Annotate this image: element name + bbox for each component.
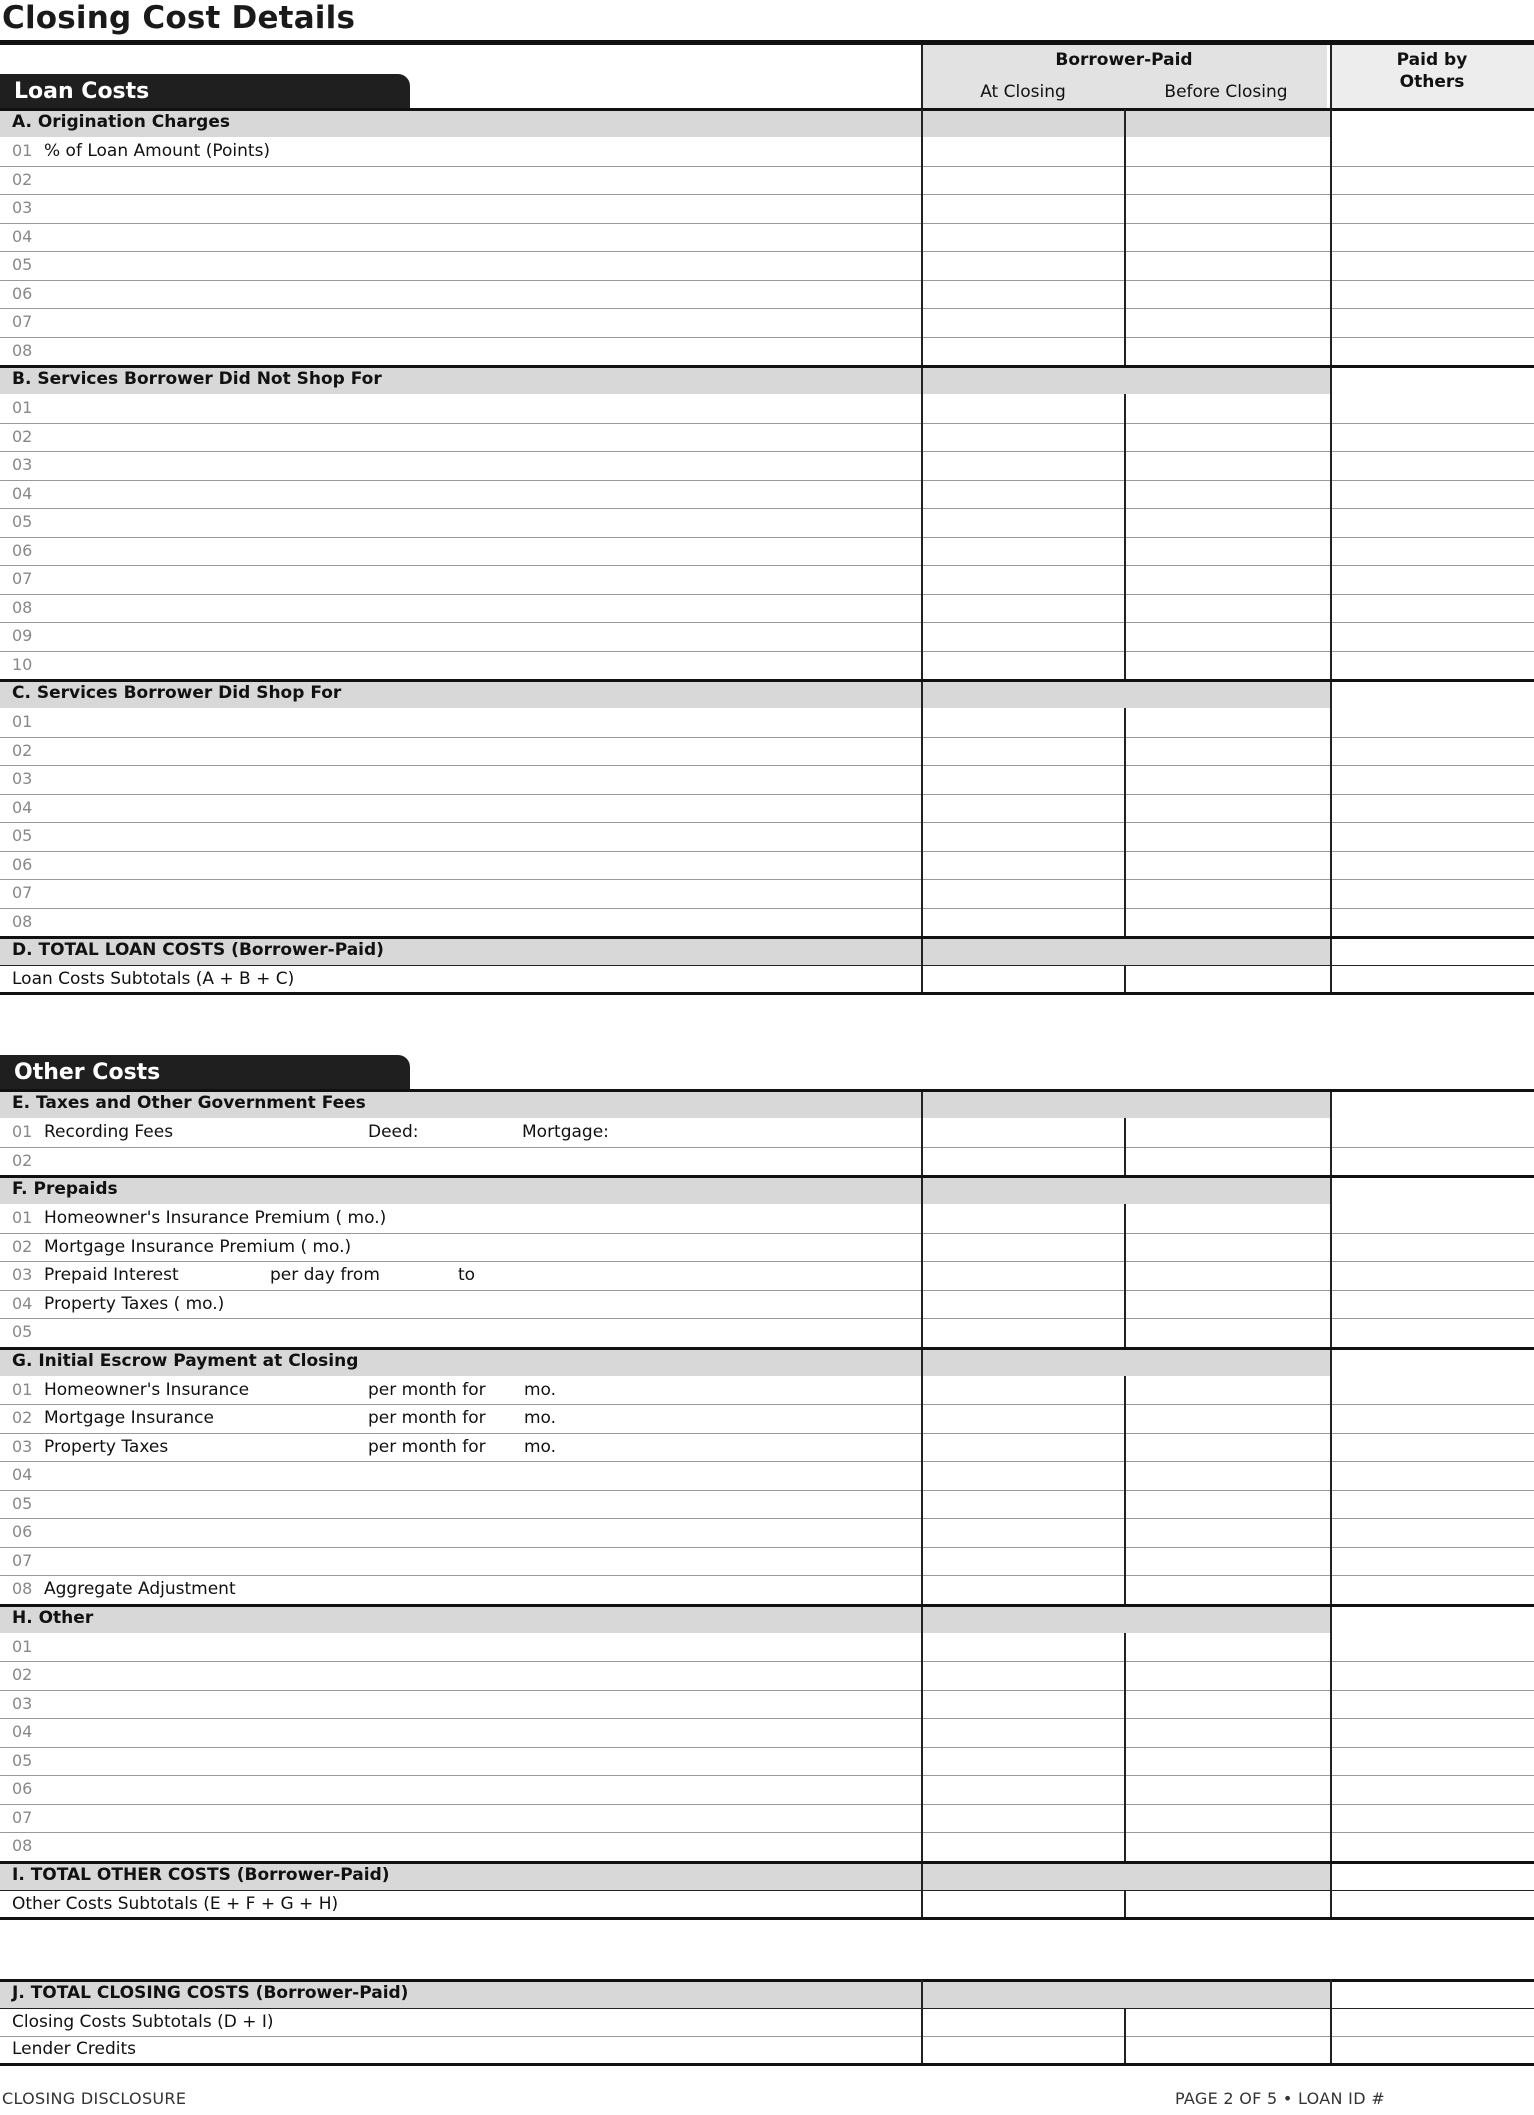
section-rule [0, 1917, 1534, 1920]
row-separator [0, 280, 1534, 281]
column-divider [1124, 2009, 1126, 2063]
column-divider [1124, 966, 1126, 992]
row-separator [0, 737, 1534, 738]
row-mid-text: per month for [368, 1436, 486, 1457]
column-divider [1330, 109, 1332, 365]
section-b-row [0, 654, 1534, 683]
before-closing-header: Before Closing [1164, 82, 1288, 102]
row-number: 05 [12, 255, 33, 274]
section-h-row [0, 1664, 1534, 1693]
column-divider [1330, 939, 1332, 992]
column-divider [921, 682, 923, 936]
section-b-row [0, 625, 1534, 654]
row-separator [0, 2036, 1534, 2037]
row-separator [0, 565, 1534, 566]
section-a-row [0, 169, 1534, 198]
section-c-row [0, 711, 1534, 740]
section-b-row [0, 454, 1534, 483]
section-b-header [0, 368, 1330, 394]
row-mid-text: Deed: [368, 1122, 419, 1142]
row-number: 01 [12, 712, 33, 731]
row-separator [0, 508, 1534, 509]
loan-costs-tab-label: Loan Costs [14, 79, 150, 104]
section-rule [0, 2063, 1534, 2066]
row-separator [0, 337, 1534, 338]
loan-costs-subtotal-row [0, 968, 1534, 992]
section-h-row [0, 1721, 1534, 1750]
section-a-row [0, 197, 1534, 226]
row-number: 08 [12, 597, 33, 617]
row-separator [0, 879, 1534, 880]
row-number: 05 [12, 1750, 33, 1770]
row-number: 07 [12, 883, 33, 902]
row-description: % of Loan Amount (Points) [44, 141, 271, 161]
row-separator [0, 480, 1534, 481]
section-a-header-label: A. Origination Charges [12, 112, 230, 132]
row-separator [0, 822, 1534, 823]
section-f-header [0, 1178, 1330, 1204]
section-b-row [0, 397, 1534, 426]
row-number: 03 [12, 769, 33, 788]
section-g-row [0, 1550, 1534, 1579]
row-mid-text: per month for [368, 1379, 486, 1400]
column-divider [1330, 1979, 1332, 2063]
row-number: 02 [12, 1150, 33, 1170]
row-number: 03 [12, 1265, 33, 1284]
row-number: 01 [12, 398, 33, 417]
footer-left: CLOSING DISCLOSURE [2, 2089, 187, 2108]
row-number: 08 [12, 1836, 33, 1855]
row-number: 07 [12, 569, 33, 588]
column-divider [1124, 1891, 1126, 1917]
section-a-row [0, 140, 1534, 169]
section-g-row [0, 1578, 1534, 1607]
section-a-row [0, 340, 1534, 369]
section-c-row [0, 854, 1534, 883]
section-e-header-label: E. Taxes and Other Government Fees [12, 1093, 366, 1113]
column-divider [1330, 1864, 1332, 1917]
row-separator [0, 1490, 1534, 1491]
row-number: 03 [12, 455, 33, 474]
row-number: 02 [12, 169, 33, 189]
column-divider [921, 1350, 923, 1604]
section-rule [0, 992, 1534, 995]
column-divider [1124, 1118, 1126, 1175]
row-number: 06 [12, 283, 33, 303]
row-number: 05 [12, 826, 33, 845]
other-costs-tab [0, 1055, 410, 1089]
row-description: Property Taxes ( mo.) [44, 1293, 225, 1314]
row-separator [0, 765, 1534, 766]
section-b-header-label: B. Services Borrower Did Not Shop For [12, 369, 382, 389]
section-b-row [0, 568, 1534, 597]
footer-right: PAGE 2 OF 5 • LOAN ID # [1175, 2089, 1385, 2108]
paid-by-others-header-1: Paid by [1396, 50, 1468, 70]
row-separator [0, 908, 1534, 909]
loan-costs-tab [0, 74, 410, 108]
row-description: Mortgage Insurance [44, 1408, 214, 1428]
section-g-row [0, 1521, 1534, 1550]
row-number: 01 [12, 1122, 33, 1141]
section-f-row [0, 1264, 1534, 1293]
column-divider [921, 368, 923, 679]
row-right-text: to [458, 1265, 476, 1285]
row-description: Recording Fees [44, 1122, 174, 1142]
total-loan-costs-header [0, 939, 1330, 965]
total-other-costs-header-label: I. TOTAL OTHER COSTS (Borrower-Paid) [12, 1864, 390, 1885]
section-c-row [0, 911, 1534, 940]
section-a-row [0, 226, 1534, 255]
total-closing-costs-header-label: J. TOTAL CLOSING COSTS (Borrower-Paid) [12, 1983, 409, 2003]
row-separator [0, 1518, 1534, 1519]
page-title: Closing Cost Details [2, 0, 356, 36]
section-h-row [0, 1807, 1534, 1836]
row-right-text: mo. [524, 1436, 557, 1457]
column-divider [1124, 1376, 1126, 1604]
section-a-row [0, 283, 1534, 312]
row-number: 02 [12, 1236, 33, 1256]
section-h-row [0, 1750, 1534, 1779]
row-separator [0, 1832, 1534, 1833]
section-b-row [0, 597, 1534, 626]
other-costs-tab-label: Other Costs [14, 1060, 161, 1085]
total-other-costs-header [0, 1864, 1330, 1890]
section-h-row [0, 1835, 1534, 1864]
column-divider [1330, 45, 1332, 109]
row-separator [0, 1747, 1534, 1748]
column-divider [921, 1178, 923, 1347]
row-description: Prepaid Interest [44, 1265, 179, 1285]
section-h-header-label: H. Other [12, 1607, 94, 1628]
section-h-row [0, 1693, 1534, 1722]
row-number: 01 [12, 141, 33, 160]
row-number: 05 [12, 512, 33, 531]
row-right-text: Mortgage: [522, 1122, 609, 1142]
row-mid-text: per day from [270, 1265, 380, 1285]
row-separator [0, 223, 1534, 224]
row-separator [0, 851, 1534, 852]
column-divider [1330, 682, 1332, 936]
row-number: 06 [12, 1522, 33, 1541]
row-number: 06 [12, 540, 33, 560]
row-separator [0, 1547, 1534, 1548]
row-number: 04 [12, 1465, 33, 1484]
row-description: Homeowner's Insurance [44, 1379, 250, 1400]
row-separator [0, 2008, 1534, 2009]
row-description: Property Taxes [44, 1436, 169, 1457]
row-number: 02 [12, 1665, 33, 1684]
row-separator [0, 622, 1534, 623]
row-separator [0, 1775, 1534, 1776]
section-g-header-label: G. Initial Escrow Payment at Closing [12, 1350, 359, 1371]
row-separator [0, 1461, 1534, 1462]
column-divider [921, 1092, 923, 1175]
total-closing-costs-header [0, 1982, 1330, 2008]
row-number: 03 [12, 1693, 33, 1713]
row-separator [0, 1233, 1534, 1234]
section-c-row [0, 825, 1534, 854]
row-separator [0, 1290, 1534, 1291]
section-g-row [0, 1379, 1534, 1408]
column-divider [1330, 1178, 1332, 1347]
column-divider [921, 45, 923, 109]
row-mid-text: per month for [368, 1408, 486, 1428]
lender-credits-label: Lender Credits [12, 2039, 137, 2059]
row-separator [0, 1575, 1534, 1576]
row-separator [0, 651, 1534, 652]
section-b-row [0, 511, 1534, 540]
column-divider [921, 939, 923, 992]
section-g-row [0, 1493, 1534, 1522]
row-separator [0, 1718, 1534, 1719]
section-f-row [0, 1321, 1534, 1350]
row-separator [0, 308, 1534, 309]
row-number: 03 [12, 1436, 33, 1456]
row-separator [0, 1404, 1534, 1405]
row-separator [0, 423, 1534, 424]
row-separator [0, 194, 1534, 195]
other-costs-subtotal-label: Other Costs Subtotals (E + F + G + H) [12, 1893, 339, 1914]
row-number: 06 [12, 854, 33, 874]
row-number: 08 [12, 1579, 33, 1598]
column-divider [1330, 1350, 1332, 1604]
row-number: 07 [12, 1550, 33, 1570]
row-separator [0, 1147, 1534, 1148]
section-e-row [0, 1150, 1534, 1179]
row-number: 08 [12, 340, 33, 360]
section-g-row [0, 1407, 1534, 1436]
other-costs-subtotal-row [0, 1893, 1534, 1917]
row-right-text: mo. [524, 1379, 557, 1400]
total-loan-costs-header-label: D. TOTAL LOAN COSTS (Borrower-Paid) [12, 940, 384, 960]
at-closing-header: At Closing [980, 82, 1066, 102]
row-number: 04 [12, 483, 33, 503]
row-number: 01 [12, 1379, 33, 1399]
row-number: 04 [12, 797, 33, 817]
section-f-row [0, 1207, 1534, 1236]
column-divider [1330, 1092, 1332, 1175]
row-separator [0, 1661, 1534, 1662]
row-number: 06 [12, 1779, 33, 1798]
row-description: Homeowner's Insurance Premium ( mo.) [44, 1208, 387, 1228]
row-number: 05 [12, 1322, 33, 1341]
row-separator [0, 166, 1534, 167]
column-divider [1330, 368, 1332, 679]
section-h-row [0, 1778, 1534, 1807]
section-f-row [0, 1236, 1534, 1265]
section-c-row [0, 882, 1534, 911]
row-number: 01 [12, 1208, 33, 1227]
section-b-row [0, 483, 1534, 512]
row-number: 08 [12, 911, 33, 931]
row-number: 10 [12, 654, 33, 674]
row-number: 05 [12, 1493, 33, 1513]
row-separator [0, 537, 1534, 538]
column-divider [1124, 394, 1126, 679]
row-separator [0, 794, 1534, 795]
section-h-header [0, 1607, 1330, 1633]
row-separator [0, 251, 1534, 252]
row-number: 07 [12, 1807, 33, 1827]
section-f-header-label: F. Prepaids [12, 1179, 118, 1199]
row-separator [0, 1804, 1534, 1805]
section-c-row [0, 797, 1534, 826]
row-number: 02 [12, 1408, 33, 1427]
row-number: 03 [12, 198, 33, 217]
closing-costs-subtotal-row [0, 2011, 1534, 2035]
section-c-header [0, 682, 1330, 708]
row-number: 04 [12, 1722, 33, 1741]
section-e-header [0, 1092, 1330, 1118]
column-divider [1124, 708, 1126, 936]
column-divider [921, 1979, 923, 2063]
section-a-row [0, 311, 1534, 340]
lender-credits-row [0, 2038, 1534, 2062]
row-separator [0, 965, 1534, 966]
row-description: Mortgage Insurance Premium ( mo.) [44, 1236, 352, 1257]
section-g-row [0, 1436, 1534, 1465]
closing-costs-subtotal-label: Closing Costs Subtotals (D + I) [12, 2012, 274, 2032]
section-c-header-label: C. Services Borrower Did Shop For [12, 683, 342, 703]
row-separator [0, 1261, 1534, 1262]
row-right-text: mo. [524, 1408, 557, 1428]
row-number: 02 [12, 740, 33, 760]
column-divider [1124, 1204, 1126, 1347]
row-separator [0, 1690, 1534, 1691]
borrower-paid-header: Borrower-Paid [1055, 50, 1193, 70]
section-c-row [0, 740, 1534, 769]
column-divider [921, 1607, 923, 1861]
paid-by-others-header-2: Others [1399, 72, 1465, 92]
section-g-row [0, 1464, 1534, 1493]
row-number: 07 [12, 312, 33, 331]
section-f-row [0, 1293, 1534, 1322]
row-description: Aggregate Adjustment [44, 1579, 236, 1599]
section-b-row [0, 426, 1534, 455]
row-separator [0, 594, 1534, 595]
row-separator [0, 1433, 1534, 1434]
column-divider [921, 1864, 923, 1917]
section-g-header [0, 1350, 1330, 1376]
row-separator [0, 451, 1534, 452]
section-b-row [0, 540, 1534, 569]
row-separator [0, 1890, 1534, 1891]
column-divider [1124, 137, 1126, 365]
section-h-row [0, 1636, 1534, 1665]
row-number: 02 [12, 426, 33, 446]
row-number: 01 [12, 1636, 33, 1656]
loan-costs-subtotal-label: Loan Costs Subtotals (A + B + C) [12, 969, 295, 989]
column-divider [921, 109, 923, 365]
row-separator [0, 1318, 1534, 1319]
column-divider [1330, 1607, 1332, 1861]
row-number: 04 [12, 1293, 33, 1313]
column-divider [1124, 1633, 1126, 1861]
section-e-row [0, 1121, 1534, 1150]
row-number: 04 [12, 226, 33, 246]
section-a-row [0, 254, 1534, 283]
section-c-row [0, 768, 1534, 797]
section-a-header [0, 111, 1330, 137]
row-number: 09 [12, 626, 33, 645]
